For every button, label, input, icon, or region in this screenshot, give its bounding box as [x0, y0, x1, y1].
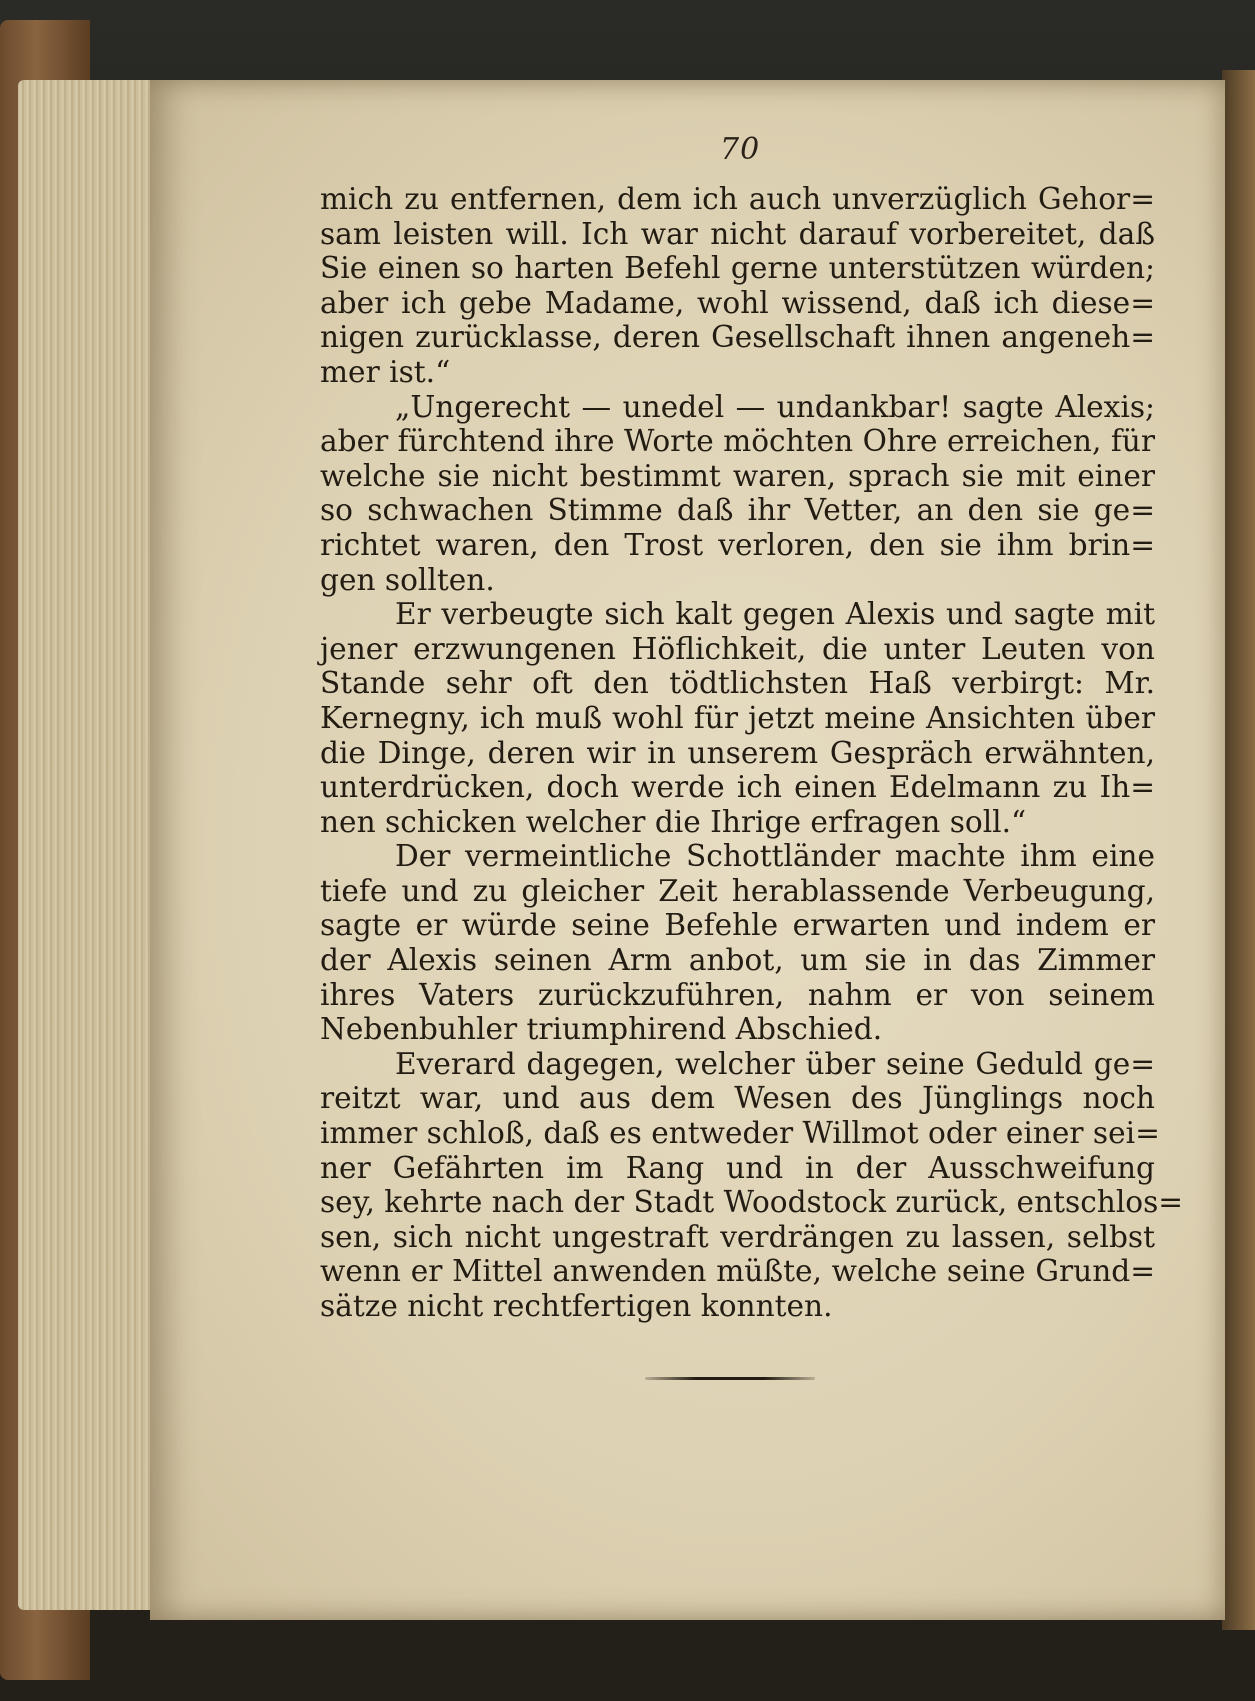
text-line: Stande sehr oft den tödtlichsten Haß verbirgt: Mr. — [320, 666, 1155, 701]
text-line: so schwachen Stimme daß ihr Vetter, an den sie ge= — [320, 493, 1155, 528]
end-rule-divider — [645, 1377, 815, 1380]
text-line: sen, sich nicht ungestraft verdrängen zu lassen, selbst — [320, 1219, 1155, 1254]
text-line: Der vermeintliche Schottländer machte ihm eine — [395, 839, 1155, 874]
text-line: Nebenbuhler triumphirend Abschied. — [320, 1012, 883, 1047]
text-line: aber fürchtend ihre Worte möchten Ohre erreichen, für — [320, 424, 1155, 459]
text-line: sey, kehrte nach der Stadt Woodstock zurück, entschlos= — [320, 1185, 1184, 1220]
page-number: 70 — [720, 132, 761, 167]
text-line: Kernegny, ich muß wohl für jetzt meine Ansichten über — [320, 700, 1155, 735]
text-line: „Ungerecht — unedel — undankbar! sagte Alexis; — [395, 389, 1155, 424]
text-line: welche sie nicht bestimmt waren, sprach sie mit einer — [320, 458, 1155, 493]
text-line: richtet waren, den Trost verloren, den sie ihm brin= — [320, 527, 1155, 562]
text-line: Everard dagegen, welcher über seine Geduld ge= — [395, 1046, 1155, 1081]
text-line: ner Gefährten im Rang und in der Ausschweifung — [320, 1150, 1155, 1185]
text-line: Er verbeugte sich kalt gegen Alexis und sagte mit — [395, 597, 1155, 632]
text-line: sam leisten will. Ich war nicht darauf vorbereitet, daß — [320, 216, 1155, 251]
text-line: sagte er würde seine Befehle erwarten und indem er — [320, 908, 1155, 943]
text-line: unterdrücken, doch werde ich einen Edelmann zu Ih= — [320, 770, 1155, 805]
text-line: jener erzwungenen Höflichkeit, die unter Leuten von — [320, 631, 1155, 666]
text-line: der Alexis seinen Arm anbot, um sie in das Zimmer — [320, 943, 1155, 978]
text-line: nen schicken welcher die Ihrige erfragen soll.“ — [320, 804, 1027, 839]
text-line: mer ist.“ — [320, 354, 451, 389]
text-line: immer schloß, daß es entweder Willmot oder einer sei= — [320, 1116, 1160, 1151]
text-line: Sie einen so harten Befehl gerne unterstützen würden; — [320, 251, 1155, 286]
text-line: nigen zurücklasse, deren Gesellschaft ihnen angeneh= — [320, 320, 1155, 355]
text-line: wenn er Mittel anwenden müßte, welche seine Grund= — [320, 1254, 1155, 1289]
text-line: sätze nicht rechtfertigen konnten. — [320, 1289, 833, 1323]
text-line: mich zu entfernen, dem ich auch unverzüglich Gehor= — [320, 182, 1155, 216]
page-edges — [18, 80, 168, 1610]
body-text — [320, 182, 1184, 1324]
text-line: reitzt war, und aus dem Wesen des Jünglings noch — [320, 1081, 1155, 1116]
text-line: tiefe und zu gleicher Zeit herablassende Verbeugung, — [320, 873, 1155, 908]
text-line: aber ich gebe Madame, wohl wissend, daß ich diese= — [320, 285, 1155, 320]
text-line: ihres Vaters zurückzuführen, nahm er von seinem — [320, 977, 1155, 1012]
text-line: die Dinge, deren wir in unserem Gespräch erwähnten, — [320, 735, 1155, 770]
text-line: gen sollten. — [320, 562, 495, 597]
facing-page-edge — [1222, 70, 1255, 1630]
